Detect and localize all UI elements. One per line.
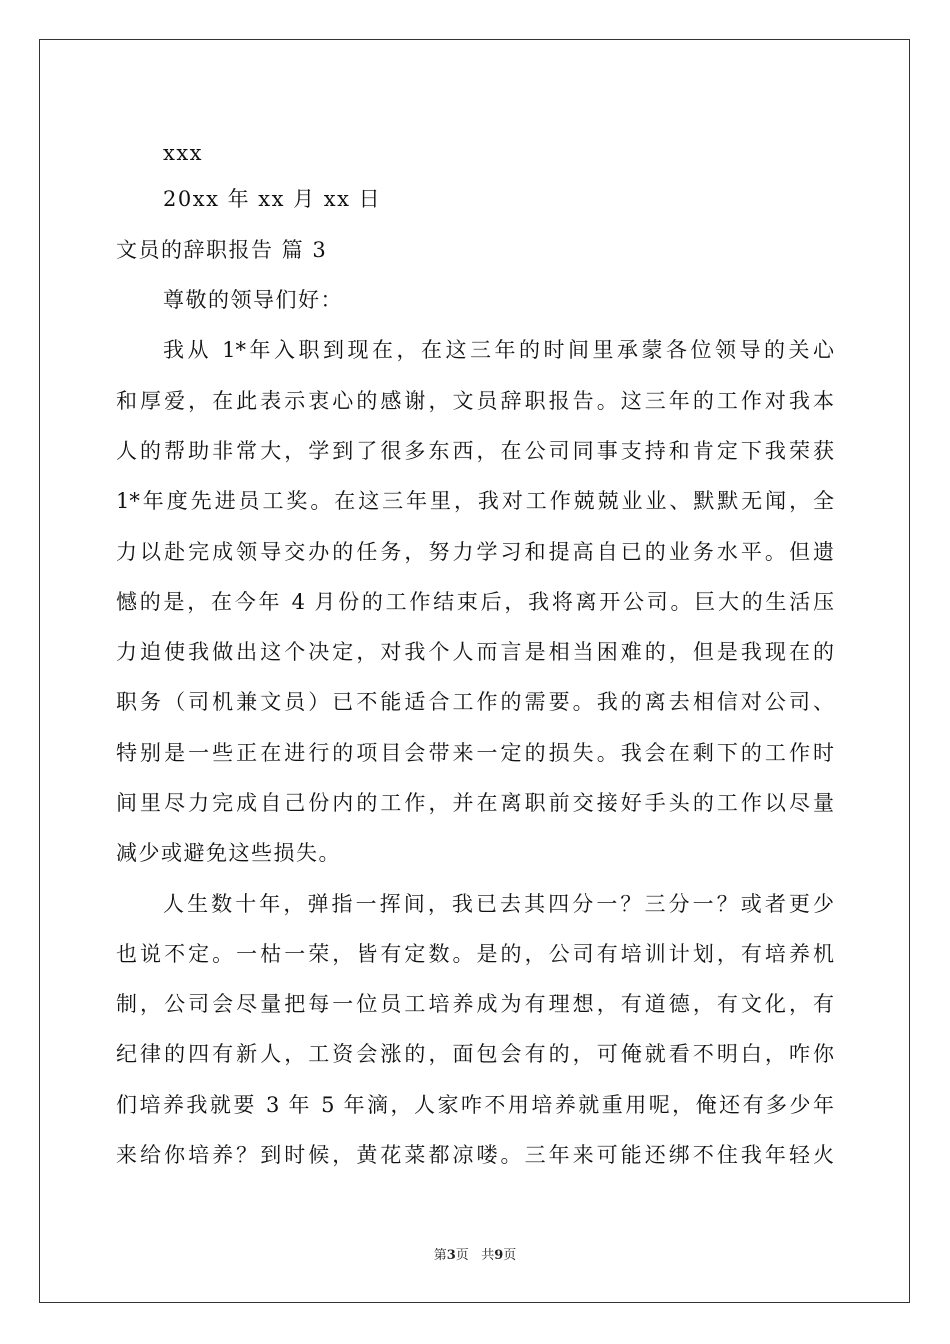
paragraph1-line: 力迫使我做出这个决定，对我个人而言是相当困难的，但是我现在的 — [116, 640, 834, 664]
footer-current-page: 3 — [446, 1248, 456, 1263]
footer-total-prefix: 共 — [481, 1248, 495, 1263]
paragraph1-line: 1*年度先进员工奖。在这三年里，我对工作兢兢业业、默默无闻，全 — [116, 489, 834, 513]
paragraph2-line: 们培养我就要 3 年 5 年滴，人家咋不用培养就重用呢，俺还有多少年 — [116, 1093, 834, 1117]
footer-prefix: 第 — [433, 1248, 447, 1263]
paragraph1-line: 职务（司机兼文员）已不能适合工作的需要。我的离去相信对公司、 — [116, 690, 834, 714]
paragraph2-line: 纪律的四有新人，工资会涨的，面包会有的，可俺就看不明白，咋你 — [116, 1042, 834, 1066]
page-footer — [0, 1248, 950, 1264]
footer-total-suffix: 页 — [503, 1248, 517, 1263]
footer-page-word: 页 — [455, 1248, 469, 1263]
date: 20xx 年 xx 月 xx 日 — [163, 187, 382, 211]
paragraph2-line: 也说不定。一枯一荣，皆有定数。是的，公司有培训计划，有培养机 — [116, 942, 834, 966]
paragraph2-line: 人生数十年，弹指一挥间，我已去其四分一？三分一？或者更少 — [163, 892, 834, 916]
greeting: 尊敬的领导们好： — [163, 288, 343, 312]
section-title: 文员的辞职报告 篇 3 — [116, 238, 328, 262]
paragraph2-line: 来给你培养？到时候，黄花菜都凉喽。三年来可能还绑不住我年轻火 — [116, 1143, 834, 1167]
paragraph2-line: 制，公司会尽量把每一位员工培养成为有理想，有道德，有文化，有 — [116, 992, 834, 1016]
paragraph1-line: 我从 1*年入职到现在，在这三年的时间里承蒙各位领导的关心 — [163, 338, 834, 362]
paragraph1-line: 减少或避免这些损失。 — [116, 841, 341, 865]
paragraph1-line: 人的帮助非常大，学到了很多东西，在公司同事支持和肯定下我荣获 — [116, 439, 834, 463]
footer-total-pages: 9 — [494, 1248, 504, 1263]
paragraph1-line: 间里尽力完成自己份内的工作，并在离职前交接好手头的工作以尽量 — [116, 791, 834, 815]
signature: xxx — [163, 141, 204, 165]
paragraph1-line: 憾的是，在今年 4 月份的工作结束后，我将离开公司。巨大的生活压 — [116, 590, 834, 614]
paragraph1-line: 特别是一些正在进行的项目会带来一定的损失。我会在剩下的工作时 — [116, 741, 834, 765]
paragraph1-line: 力以赴完成领导交办的任务，努力学习和提高自已的业务水平。但遗 — [116, 540, 834, 564]
paragraph1-line: 和厚爱，在此表示衷心的感谢，文员辞职报告。这三年的工作对我本 — [116, 389, 834, 413]
